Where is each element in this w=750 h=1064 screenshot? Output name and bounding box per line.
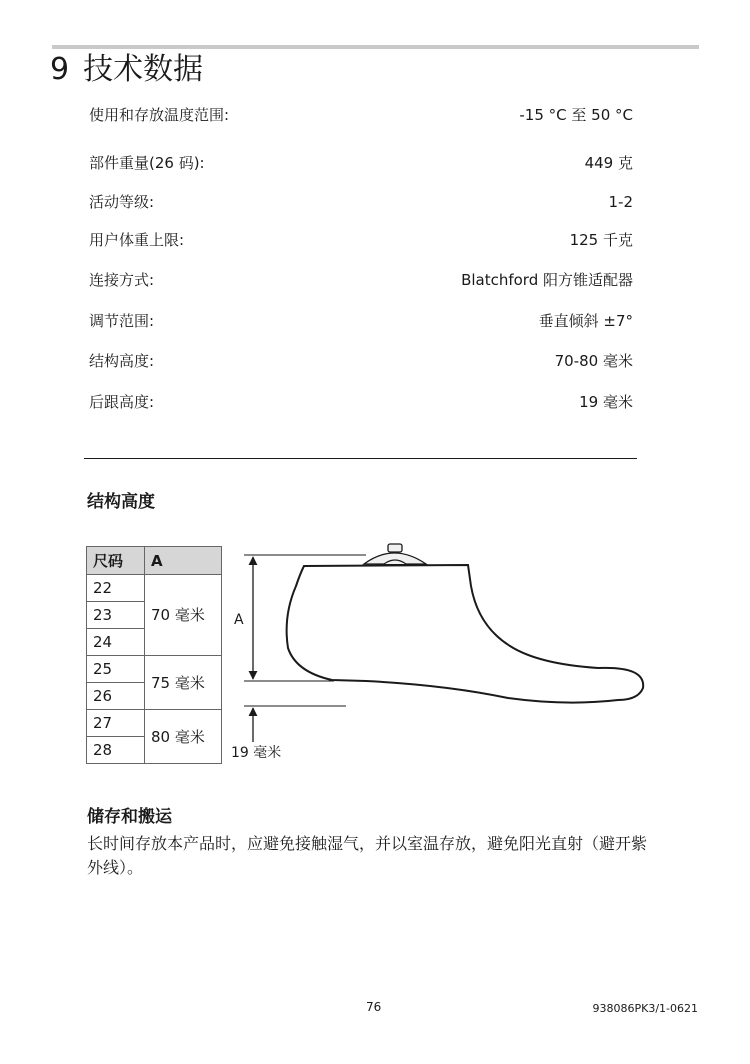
heel-height-label: 19 毫米 xyxy=(231,745,282,761)
size-cell: 23 xyxy=(87,602,145,629)
foot-diagram xyxy=(226,528,656,768)
pyramid-adapter xyxy=(364,544,426,564)
table-row xyxy=(87,656,222,683)
spec-value: 449 克 xyxy=(584,154,633,172)
table-row xyxy=(87,575,222,602)
spec-value: 19 毫米 xyxy=(579,393,633,411)
storage-heading: 储存和搬运 xyxy=(87,807,172,827)
table-header-size: 尺码 xyxy=(87,547,145,575)
section-title-text: 技术数据 xyxy=(83,52,204,87)
spec-value: 1-2 xyxy=(608,193,633,211)
size-cell: 28 xyxy=(87,737,145,764)
spec-row-heel-height xyxy=(89,390,633,414)
section-title xyxy=(50,50,203,90)
size-cell: 24 xyxy=(87,629,145,656)
section-divider xyxy=(84,458,637,459)
height-cell: 75 毫米 xyxy=(145,656,222,710)
spec-row-activity-level xyxy=(89,190,633,214)
spec-row-temperature xyxy=(89,103,633,127)
page-number: 76 xyxy=(366,1000,382,1014)
spec-label: 后跟高度: xyxy=(89,393,155,411)
build-height-heading: 结构高度 xyxy=(87,492,155,512)
size-cell: 27 xyxy=(87,710,145,737)
foot-outline xyxy=(287,565,644,703)
spec-label: 用户体重上限: xyxy=(89,231,185,249)
spec-value: -15 °C 至 50 °C xyxy=(519,106,633,124)
storage-text: 长时间存放本产品时，应避免接触湿气，并以室温存放，避免阳光直射（避开紫外线）。 xyxy=(87,834,648,877)
table-row xyxy=(87,710,222,737)
spec-label: 活动等级: xyxy=(89,193,155,211)
size-cell: 26 xyxy=(87,683,145,710)
spec-label: 调节范围: xyxy=(89,312,155,330)
spec-label: 结构高度: xyxy=(89,352,155,370)
size-cell: 25 xyxy=(87,656,145,683)
dimension-a-label: A xyxy=(234,612,244,628)
section-number: 9 xyxy=(50,52,70,87)
spec-label: 连接方式: xyxy=(89,271,155,289)
spec-label: 部件重量(26 码): xyxy=(89,154,205,172)
height-cell: 70 毫米 xyxy=(145,575,222,656)
spec-row-connection xyxy=(89,268,633,292)
spec-value: 125 千克 xyxy=(569,231,633,249)
document-code: 938086PK3/1-0621 xyxy=(592,1002,698,1015)
spec-row-user-weight-limit xyxy=(89,228,633,252)
build-height-table xyxy=(86,546,222,764)
spec-value: 垂直倾斜 ±7° xyxy=(538,312,633,330)
spec-row-weight xyxy=(89,151,633,175)
size-cell: 22 xyxy=(87,575,145,602)
top-rule xyxy=(52,45,699,49)
table-header-row xyxy=(87,547,222,575)
spec-row-adjustment-range xyxy=(89,309,633,333)
spec-value: Blatchford 阳方锥适配器 xyxy=(461,271,633,289)
spec-row-build-height xyxy=(89,349,633,373)
spec-value: 70-80 毫米 xyxy=(554,352,633,370)
spec-label: 使用和存放温度范围: xyxy=(89,106,230,124)
height-cell: 80 毫米 xyxy=(145,710,222,764)
table-header-a: A xyxy=(145,547,222,575)
